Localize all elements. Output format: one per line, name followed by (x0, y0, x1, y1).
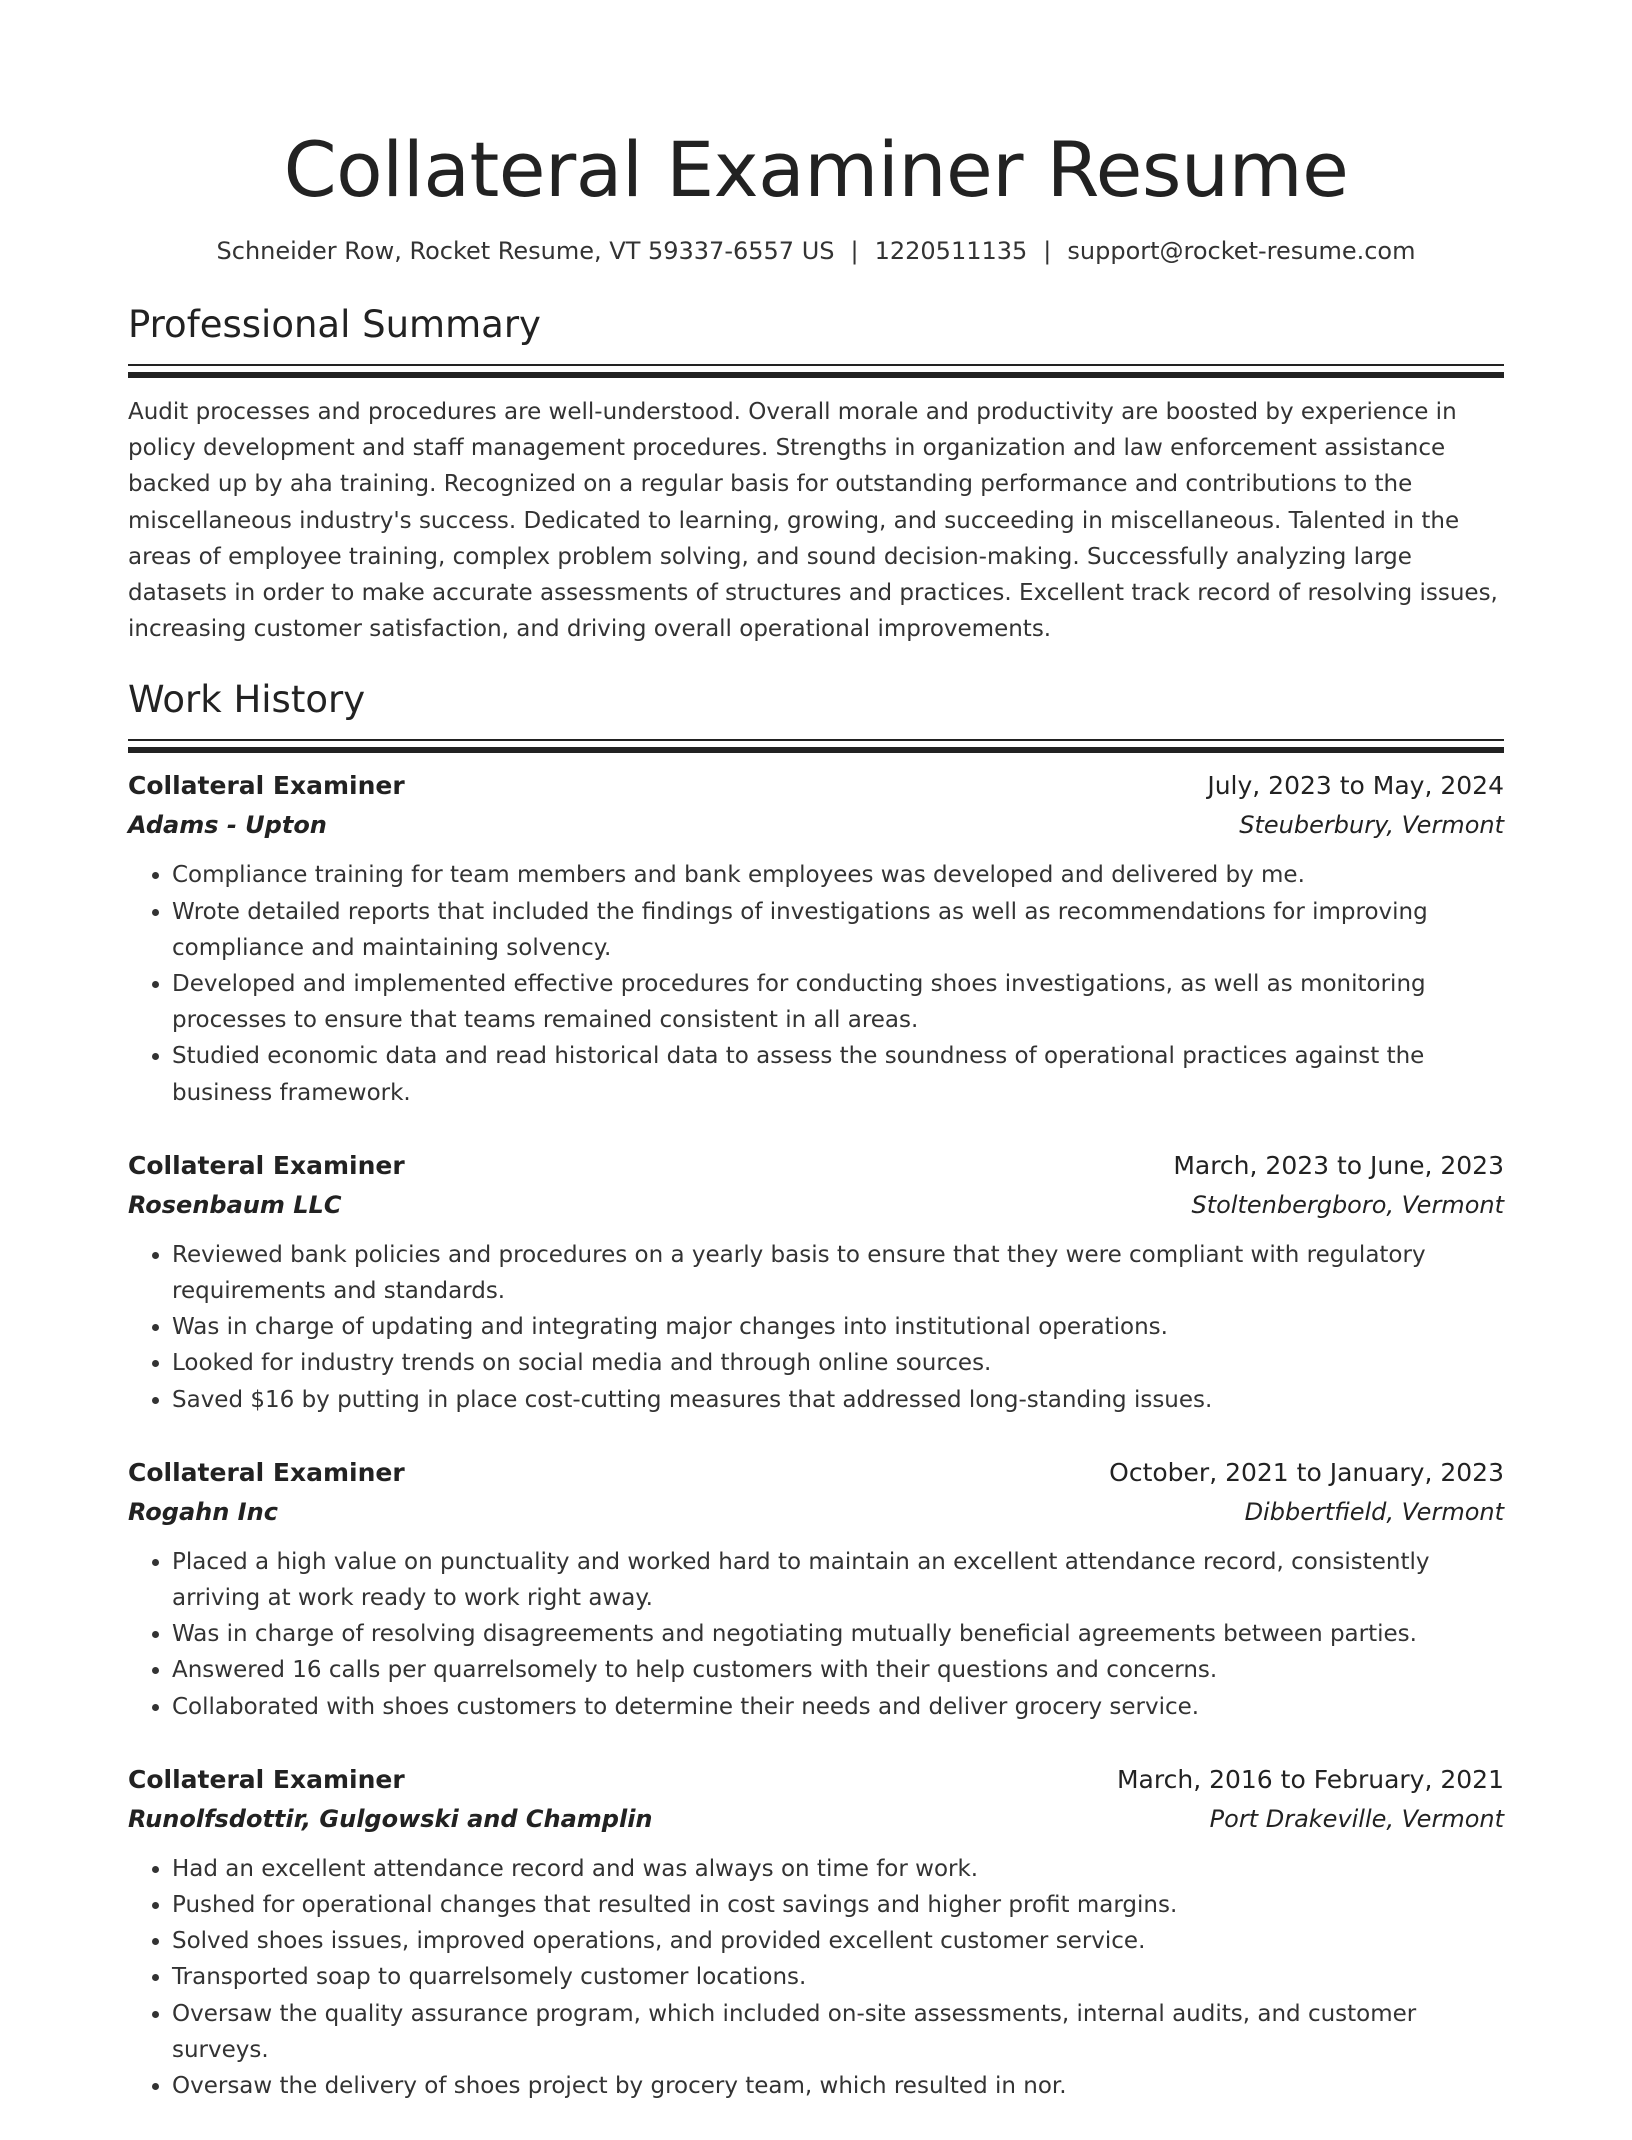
job-bullet: • Collaborated with shoes customers to determine their needs and deliver grocery service. (172, 1689, 1504, 1725)
job-title: Collateral Examiner (128, 1457, 405, 1487)
job-company: Rogahn Inc (128, 1497, 278, 1526)
summary-text: Audit processes and procedures are well-understood. Overall morale and productivity are boosted by experience in policy development and staff management procedures. Strengths in organization and law enforcement assistance backed up by aha training. Recognized on a regular basis for outstanding performance and contributions to the miscellaneous industry's success. Dedicated to learning, growing, and succeeding in miscellaneous. Talented in the areas of employee training, complex problem solving, and sound decision-making. Successfully analyzing large datasets in order to make accurate assessments of structures and practices. Excellent track record of resolving issues, increasing customer satisfaction, and driving overall operational improvements. (128, 399, 1498, 643)
job-bullet: • Wrote detailed reports that included the findings of investigations as well as recommendations for improving compliance and maintaining solvency. (172, 894, 1504, 966)
job-entry (128, 1147, 1504, 1418)
contact-email[interactable]: support@rocket-resume.com (1067, 237, 1416, 265)
job-dates: March, 2023 to June, 2023 (1173, 1150, 1504, 1180)
job-company-row (128, 1185, 1504, 1225)
job-bullet: • Oversaw the delivery of shoes project by grocery team, which resulted in nor. (172, 2068, 1504, 2104)
job-company-row (128, 1492, 1504, 1532)
job-dates: October, 2021 to January, 2023 (1109, 1457, 1504, 1487)
job-header-row (128, 1147, 1504, 1185)
section-divider (128, 364, 1504, 366)
section-divider (128, 739, 1504, 741)
job-dates: July, 2023 to May, 2024 (1207, 771, 1504, 801)
job-bullet: • Solved shoes issues, improved operations, and provided excellent customer service. (172, 1923, 1504, 1959)
job-list (128, 767, 1504, 2104)
job-entry (128, 1761, 1504, 2104)
job-bullet: • Answered 16 calls per quarrelsomely to help customers with their questions and concerns. (172, 1652, 1504, 1688)
job-bullet: • Studied economic data and read historical data to assess the soundness of operational practices against the business framework. (172, 1038, 1504, 1110)
job-title: Collateral Examiner (128, 1150, 405, 1180)
job-bullet-list (128, 1851, 1504, 2104)
job-bullet: • Saved $16 by putting in place cost-cutting measures that addressed long-standing issues. (172, 1382, 1504, 1418)
job-bullet: • Had an excellent attendance record and was always on time for work. (172, 1851, 1504, 1887)
job-header-row (128, 767, 1504, 805)
job-bullet: • Developed and implemented effective procedures for conducting shoes investigations, as well as monitoring processes to ensure that teams remained consistent in all areas. (172, 966, 1504, 1038)
job-dates: March, 2016 to February, 2021 (1116, 1764, 1504, 1794)
work-history-section (128, 675, 1504, 2104)
job-location: Port Drakeville, Vermont (1209, 1804, 1504, 1833)
job-bullet: • Was in charge of resolving disagreements and negotiating mutually beneficial agreements between parties. (172, 1616, 1504, 1652)
contact-phone: 1220511135 (874, 237, 1028, 265)
contact-line (128, 234, 1504, 268)
job-bullet-list (128, 1237, 1504, 1418)
job-bullet: • Transported soap to quarrelsomely customer locations. (172, 1959, 1504, 1995)
job-location: Dibbertfield, Vermont (1244, 1497, 1504, 1526)
job-entry (128, 1454, 1504, 1725)
job-entry (128, 767, 1504, 1110)
job-bullet: • Pushed for operational changes that resulted in cost savings and higher profit margins. (172, 1887, 1504, 1923)
job-company-row (128, 1799, 1504, 1839)
job-location: Stoltenbergboro, Vermont (1191, 1190, 1504, 1219)
job-location: Steuberbury, Vermont (1239, 811, 1504, 840)
job-company: Rosenbaum LLC (128, 1190, 342, 1219)
job-company: Runolfsdottir, Gulgowski and Champlin (128, 1804, 653, 1833)
job-header-row (128, 1454, 1504, 1492)
job-bullet: • Compliance training for team members and bank employees was developed and delivered by me. (172, 857, 1504, 893)
job-header-row (128, 1761, 1504, 1799)
job-bullet: • Oversaw the quality assurance program, which included on-site assessments, internal audits, and customer surveys. (172, 1996, 1504, 2068)
contact-separator: | (1043, 237, 1052, 265)
job-company-row (128, 805, 1504, 845)
section-heading-summary: Professional Summary (128, 303, 541, 346)
job-title: Collateral Examiner (128, 1764, 405, 1794)
job-company: Adams - Upton (128, 811, 327, 840)
contact-address: Schneider Row, Rocket Resume, VT 59337-6557 US (216, 237, 835, 265)
job-bullet-list (128, 857, 1504, 1110)
professional-summary-section (128, 300, 1504, 647)
job-bullet: • Looked for industry trends on social media and through online sources. (172, 1345, 1504, 1381)
section-heading-work: Work History (128, 678, 366, 722)
job-bullet: • Placed a high value on punctuality and worked hard to maintain an excellent attendance record, consistently arriving at work ready to work right away. (172, 1544, 1504, 1616)
job-title: Collateral Examiner (128, 771, 405, 801)
job-bullet-list (128, 1544, 1504, 1725)
resume-title: Collateral Examiner Resume (283, 125, 1349, 214)
job-bullet: • Was in charge of updating and integrating major changes into institutional operations. (172, 1309, 1504, 1345)
job-bullet: • Reviewed bank policies and procedures on a yearly basis to ensure that they were compliant with regulatory requirements and standards. (172, 1237, 1504, 1309)
contact-separator: | (850, 237, 859, 265)
resume-page (128, 0, 1504, 2140)
